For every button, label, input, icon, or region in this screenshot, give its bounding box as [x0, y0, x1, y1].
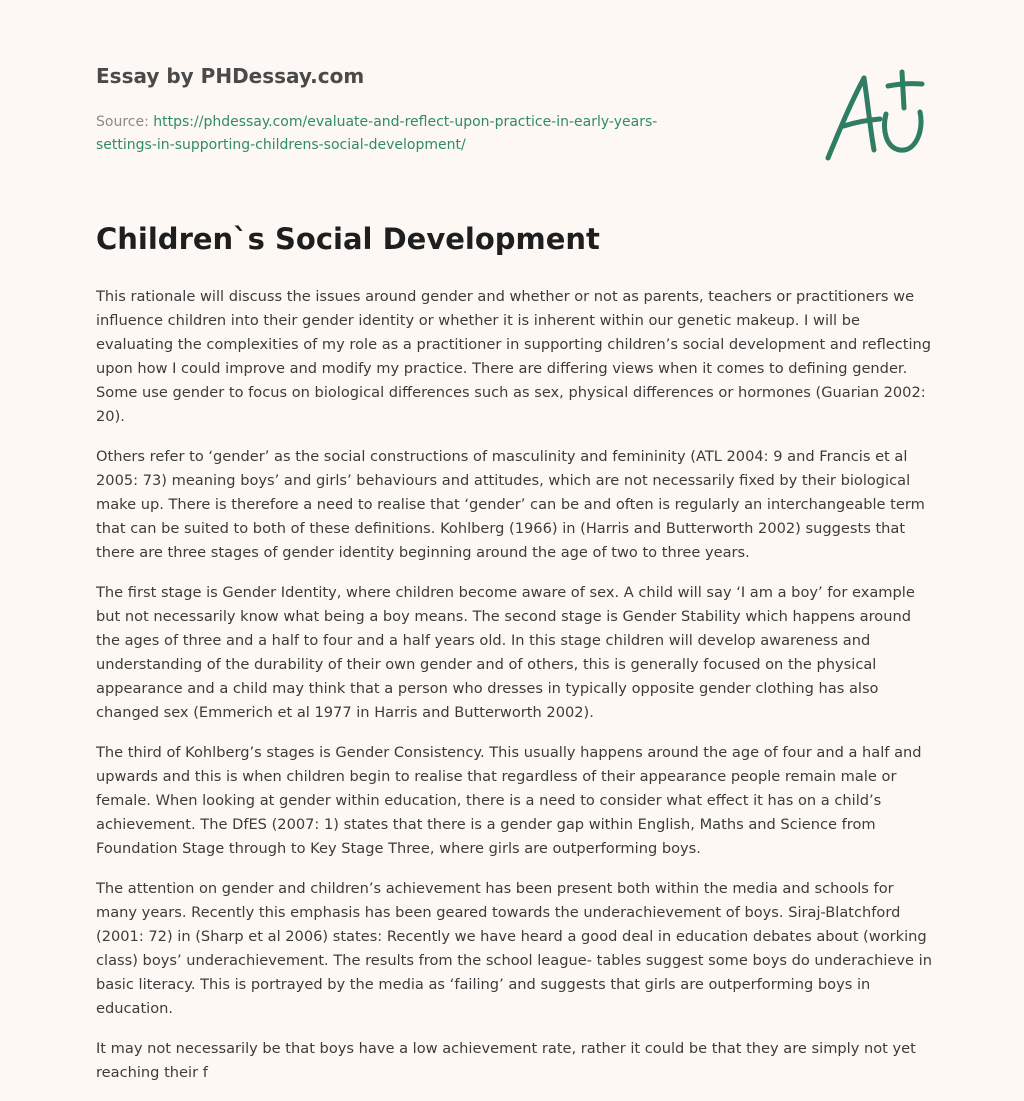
source-link[interactable]	[96, 114, 657, 153]
paragraph: The attention on gender and children’s achievement has been present both within the media and schools for many years. Recently this emphasis has been geared towards the underachievement of boys. Siraj-Blatchford (2001: 72) in (Sharp et al 2006) states: Recently we have heard a good deal in education debates about (working class) boys’ underachievement. The results from the school league- tables suggest some boys do underachieve in basic literacy. This is portrayed by the media as ‘failing’ and suggests that girls are outperforming boys in education.	[96, 880, 932, 1017]
source-label: Source:	[96, 114, 149, 130]
source-line	[96, 111, 736, 157]
page-header	[96, 0, 928, 200]
paragraph: The third of Kohlberg’s stages is Gender Consistency. This usually happens around the age of four and a half and upwards and this is when children begin to realise that regardless of their appearance people remain male or female. When looking at gender within education, there is a need to consider what effect it has on a child’s achievement. The DfES (2007: 1) states that there is a gender gap within English, Maths and Science from Foundation Stage through to Key Stage Three, where girls are outperforming boys.	[96, 744, 922, 857]
paragraph: Others refer to ‘gender’ as the social constructions of masculinity and femininity (ATL 2004: 9 and Francis et al 2005: 73) meaning boys’ and girls’ behaviours and attitudes, which are not necessarily fixed by their biological make up. There is therefore a need to realise that ‘gender’ can be and often is regularly an interchangeable term that can be suited to both of these definitions. Kohlberg (1966) in (Harris and Butterworth 2002) suggests that there are three stages of gender identity beginning around the age of two to three years.	[96, 448, 925, 561]
paragraph: The first stage is Gender Identity, where children become aware of sex. A child will say ‘I am a boy’ for example but not necessarily know what being a boy means. The second stage is Gender Stability which happens around the ages of three and a half to four and a half years old. In this stage children will develop awareness and understanding of the durability of their own gender and of others, this is generally focused on the physical appearance and a child may think that a person who dresses in typically opposite gender clothing has also changed sex (Emmerich et al 1977 in Harris and Butterworth 2002).	[96, 584, 915, 721]
essay-title: Children`s Social Development	[96, 222, 600, 256]
essay-body	[96, 285, 934, 1101]
source-link-line-2: settings-in-supporting-childrens-social-development/	[96, 137, 466, 153]
paragraph: This rationale will discuss the issues around gender and whether or not as parents, teachers or practitioners we influence children into their gender identity or whether it is inherent within our genetic makeup. I will be evaluating the complexities of my role as a practitioner in supporting children’s social development and reflecting upon how I could improve and modify my practice. There are differing views when it comes to defining gender. Some use gender to focus on biological differences such as sex, physical differences or hormones (Guarian 2002: 20).	[96, 288, 932, 425]
a-plus-logo-icon	[824, 64, 932, 168]
paragraph: It may not necessarily be that boys have a low achievement rate, rather it could be that they are simply not yet reaching their f	[96, 1040, 916, 1081]
source-link-line-1: https://phdessay.com/evaluate-and-reflect-upon-practice-in-early-years-	[153, 114, 658, 130]
site-title: Essay by PHDessay.com	[96, 64, 365, 88]
